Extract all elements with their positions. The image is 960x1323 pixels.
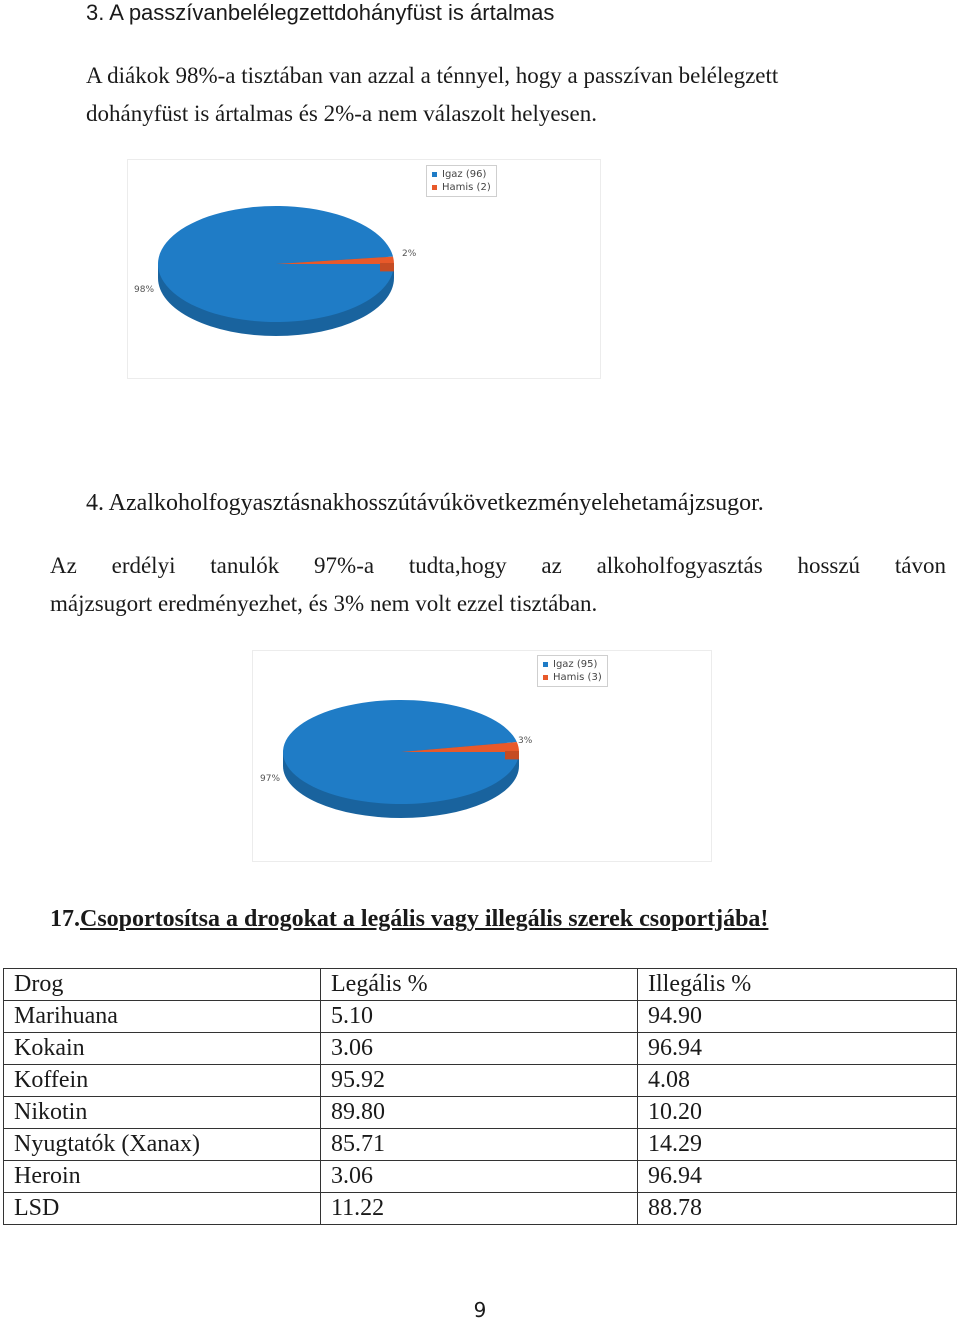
legend-item-igaz (543, 658, 602, 671)
word: tudta,hogy (408, 553, 507, 578)
table-cell: 4.08 (638, 1065, 957, 1097)
pie-chart-2 (252, 650, 712, 862)
table-row (4, 1129, 957, 1161)
legend-label: Hamis (3) (553, 672, 602, 683)
legend-swatch-orange (432, 185, 437, 190)
table-cell: 5.10 (321, 1001, 638, 1033)
word: alkoholfogyasztás (596, 553, 763, 578)
legend-item-hamis (543, 671, 602, 684)
drug-table-body (4, 969, 957, 1225)
table-cell: 10.20 (638, 1097, 957, 1129)
section-4-line-1 (50, 547, 946, 585)
header-cell: Legális % (321, 969, 638, 1001)
table-cell: Nyugtatók (Xanax) (4, 1129, 321, 1161)
table-cell: Heroin (4, 1161, 321, 1193)
page-number: 9 (473, 1298, 487, 1322)
word: 97%-a (314, 553, 375, 578)
table-cell: 85.71 (321, 1129, 638, 1161)
section-4-heading: 4. Azalkoholfogyasztásnakhosszútávúkövetkezményelehetamájzsugor. (86, 490, 764, 516)
pie-slice-hamis-side (380, 263, 394, 271)
table-cell: Nikotin (4, 1097, 321, 1129)
pie-slice-hamis-side (505, 751, 519, 759)
table-cell: 14.29 (638, 1129, 957, 1161)
question-number: 17. (50, 906, 80, 932)
word: távon (894, 553, 946, 578)
table-cell: 95.92 (321, 1065, 638, 1097)
table-cell: Marihuana (4, 1001, 321, 1033)
pie-chart-2-svg (253, 651, 711, 861)
legend-item-hamis (432, 181, 491, 194)
table-cell: 96.94 (638, 1161, 957, 1193)
question-text: Csoportosítsa a drogokat a legális vagy illegális szerek csoportjába! (80, 906, 769, 932)
table-row (4, 1065, 957, 1097)
table-cell: 94.90 (638, 1001, 957, 1033)
word: Az (50, 553, 77, 578)
section-4-line-2: májzsugort eredményezhet, és 3% nem volt ezzel tisztában. (50, 591, 598, 616)
table-row (4, 1001, 957, 1033)
legend-label: Igaz (96) (442, 169, 487, 180)
table-row (4, 1161, 957, 1193)
pie-chart-1 (127, 159, 601, 379)
table-row (4, 1033, 957, 1065)
slice-label-major: 98% (134, 285, 155, 295)
table-row (4, 1097, 957, 1129)
drug-table (3, 968, 957, 1225)
legend-label: Igaz (95) (553, 659, 598, 670)
table-cell: Kokain (4, 1033, 321, 1065)
word: erdélyi (111, 553, 176, 578)
table-cell: 11.22 (321, 1193, 638, 1225)
legend-swatch-blue (432, 172, 437, 177)
slice-label-minor: 2% (402, 249, 417, 259)
section-4-paragraph (50, 547, 946, 623)
legend-item-igaz (432, 168, 491, 181)
word: hosszú (797, 553, 861, 578)
table-header-row (4, 969, 957, 1001)
word: tanulók (210, 553, 280, 578)
slice-label-minor: 3% (518, 736, 533, 746)
section-3-line-2: dohányfüst is ártalmas és 2%-a nem válaszolt helyesen. (86, 101, 597, 126)
table-cell: LSD (4, 1193, 321, 1225)
pie-chart-1-svg (128, 160, 600, 378)
pie-chart-1-legend (426, 165, 497, 197)
table-cell: 3.06 (321, 1033, 638, 1065)
table-cell: 88.78 (638, 1193, 957, 1225)
pie-chart-2-legend (537, 655, 608, 687)
table-cell: 96.94 (638, 1033, 957, 1065)
table-cell: 89.80 (321, 1097, 638, 1129)
section-3-line-1: A diákok 98%-a tisztában van azzal a ténnyel, hogy a passzívan belélegzett (86, 63, 779, 88)
section-3-heading: 3. A passzívanbelélegzettdohányfüst is ártalmas (86, 0, 555, 25)
slice-label-major: 97% (260, 774, 281, 784)
table-cell: Koffein (4, 1065, 321, 1097)
header-cell: Drog (4, 969, 321, 1001)
table-cell: 3.06 (321, 1161, 638, 1193)
question-17 (50, 906, 768, 933)
legend-label: Hamis (2) (442, 182, 491, 193)
table-row (4, 1193, 957, 1225)
header-cell: Illegális % (638, 969, 957, 1001)
legend-swatch-orange (543, 675, 548, 680)
section-3-paragraph (86, 57, 948, 133)
word: az (541, 553, 562, 578)
legend-swatch-blue (543, 662, 548, 667)
